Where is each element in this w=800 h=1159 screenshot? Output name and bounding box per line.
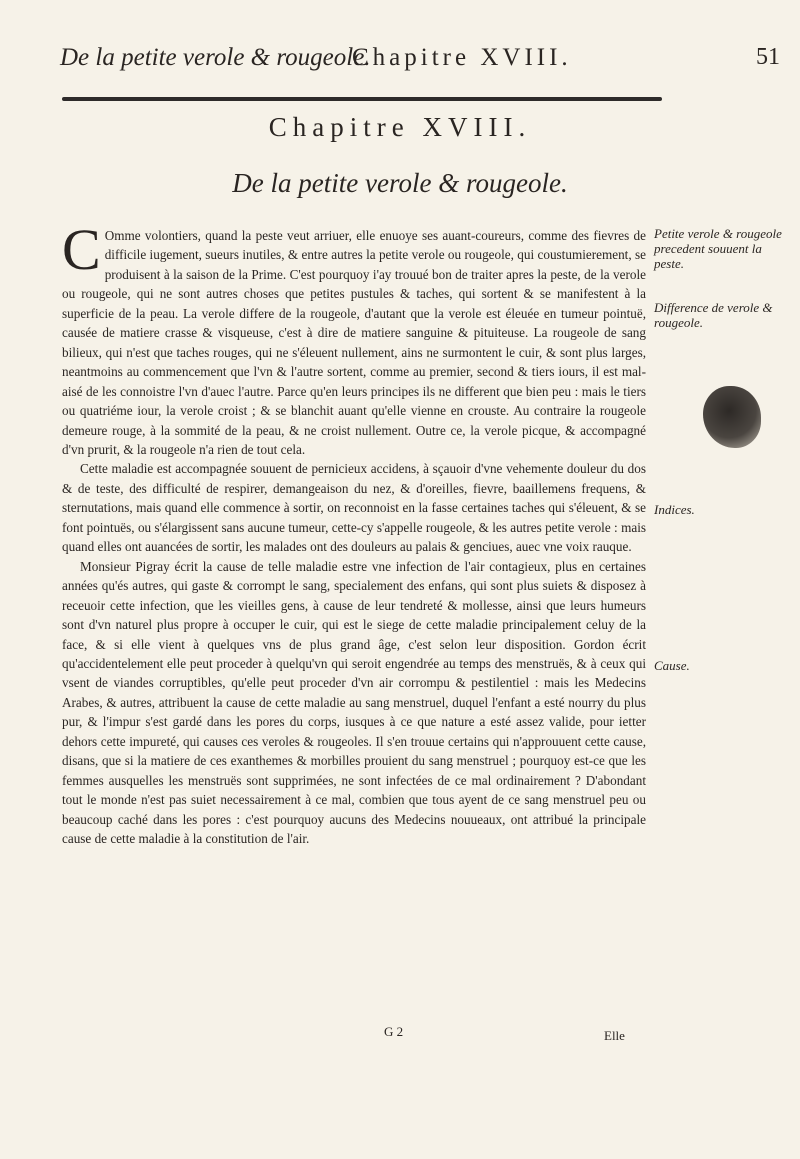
running-head-chapter: Chapitre XVIII. — [352, 44, 572, 71]
body-text — [62, 217, 646, 849]
margin-note: Cause. — [654, 658, 690, 673]
chapter-heading: Chapitre XVIII. — [268, 112, 532, 142]
section-title: De la petite verole & rougeole. — [232, 168, 568, 198]
running-head-title: De la petite verole & rougeole. — [60, 44, 371, 71]
running-head — [60, 44, 780, 78]
margin-note: Difference de verole & rougeole. — [654, 300, 773, 330]
drop-cap: C — [62, 217, 101, 282]
header-rule — [62, 97, 662, 101]
margin-note: Indices. — [654, 502, 695, 517]
page-number: 51 — [756, 44, 780, 70]
signature-mark: G 2 — [384, 1024, 404, 1039]
paragraph — [62, 217, 646, 459]
paragraph-text: Omme volontiers, quand la peste veut arriuer, elle enuoye ses auant-coureurs, comme des fievres de difficile iugement, sueurs inutiles, & entre autres la petite verole ou rougeole, qui coustumierement, se produisent à la saison de la Prime. C'est pourquoy i'ay trouué bon de traiter apres la peste, de la verole ou rougeole, qui ne sont autres choses que petites pustules & taches, qui sortent & se manifestent à la superficie de la peau. La verole differe de la rougeole, d'autant que la verole est éleuée en tumeur pointuë, causée de matiere crasse & visqueuse, c'est à dire de matiere sanguine & pituiteuse. La rougeole de sang bilieux, qui n'est que taches rouges, qui ne s'éleuent nullement, ains ne surmontent le cuir, & sont plus larges, neantmoins au commencement que l'vn & l'autre sortent, comme au premier, second & tiers iours, il est mal-aisé de les connoistre l'vn d'auec l'autre. Parce qu'en leurs principes ils ne different que bien peu : mais le tiers ou quatriéme iour, la verole croist ; & se blanchit auant qu'elle vienne en crouste. Au contraire la rougeole demeure rouge, à la sommité de la peau, & ne croist nullement. Outre ce, la verole picque, & accompagné d'vn prurit, & la rougeole n'a rien de tout cela. — [62, 228, 646, 457]
paragraph: Monsieur Pigray écrit la cause de telle maladie estre vne infection de l'air contagieux, plus en certaines années qu'és autres, qui gaste & corrompt le sang, specialement des enfans, qui sont plus suiets & disposez à receuoir cette infection, que les vieilles gens, à cause de leur tendreté & mollesse, ainsi que leurs humeurs sont d'vn naturel plus propre à occuper le cuir, qui est le siege de cette maladie principalement celuy de la face, & si elle vient à quelques vns de plus grand âge, c'est selon leur disposition. Gordon écrit qu'accidentelement elle peut proceder à quelqu'vn qui seroit engendrée au temps des menstruës, & à ceux qui vsent de viandes corruptibles, qu'elle peut proceder d'vn air corrompu & pestilentiel : mais les Medecins Arabes, & autres, attribuent la cause de cette maladie au sang menstruel, duquel l'enfant a esté nourry du plus pur, & l'impur s'est gardé dans les pores du corps, iusques à ce que nature a esté assez valide, pour ietter dehors cette impureté, qui causes ces veroles & rougeoles. Il s'en trouue certains qui n'approuuent cette cause, disans, que si la matiere de ces exanthemes & morbilles prouient du sang menstruel ; pourquoy est-ce que les femmes ausquelles les menstruës sont supprimées, ne sont infectées de ce mal ordinairement ? D'abondant tout le monde n'est pas suiet necessairement à ce mal, combien que tous ayent de ce sang menstruel peu ou beaucoup caché dans les pores : c'est pourquoy aucuns des Medecins nouueaux, ont attribué la principale cause de cette maladie à la constitution de l'air. — [62, 558, 646, 847]
paragraph: Cette maladie est accompagnée souuent de pernicieux accidens, à sçauoir d'vne vehemente douleur du dos & de teste, des difficulté de respirer, demangeaison du nez, & d'oreilles, fievre, baaillemens frequens, & sternutations, mais quand elle commence à sortir, on reconnoist en la fasse certaines taches qui s'éleuent, & se font pointuës, ou s'élargissent sans aucune tumeur, cette-cy s'appelle rougeole, & les autres petite verole : mais quand elles ont auancées de sortir, les malades ont des douleurs au palais & genciues, auec vne voix rauque. — [62, 461, 646, 555]
ink-stain — [703, 386, 761, 448]
catchword: Elle — [604, 1028, 625, 1043]
margin-note: Petite verole & rougeole precedent souuent la peste. — [654, 226, 782, 271]
